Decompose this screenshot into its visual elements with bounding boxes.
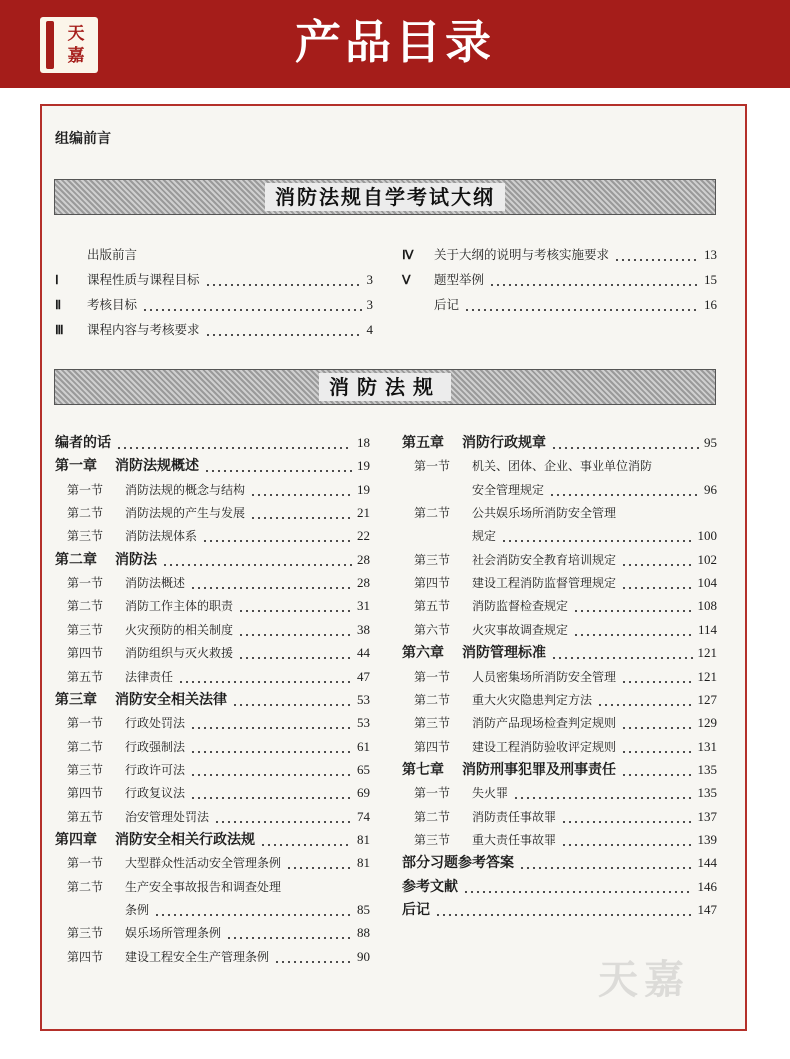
toc-entry [402,525,717,547]
toc-entry-title: 出版前言 [87,247,138,262]
toc-entry-number: 第一节 [67,482,104,497]
dot-leader [274,946,352,968]
dot-leader [501,525,692,547]
toc-entry-number: 第五节 [67,669,104,684]
toc-entry-page: 47 [357,668,370,684]
toc-entry-title: 行政许可法 [125,762,186,777]
toc-entry-number: 第四节 [67,646,104,661]
brand-watermark: 天嘉 [598,956,690,1003]
toc-entry-title: 娱乐场所管理条例 [125,926,222,941]
toc-entry [55,572,370,594]
toc-entry-page: 90 [357,948,370,964]
toc-entry [402,294,717,316]
toc-entry-title: 条例 [125,903,150,917]
toc-entry-title: 消防安全相关行政法规 [115,831,255,848]
toc-entry [402,479,717,501]
toc-entry-title: 消防刑事犯罪及刑事责任 [462,761,616,778]
toc-entry [402,642,717,664]
toc-entry [402,619,717,641]
toc-entry [55,319,373,341]
toc-entry-page: 81 [357,855,370,871]
toc-entry-title: 参考文献 [402,878,458,895]
toc-entry-title: 消防法规体系 [125,529,198,544]
dot-leader [621,502,712,524]
toc-entry-page: 81 [357,831,370,847]
toc-entry-page: 22 [357,528,370,544]
dot-leader [561,806,692,828]
toc-entry-number: 第一节 [67,856,104,871]
toc-entry-number: Ⅴ [402,273,411,287]
toc-entry-number: 第二节 [67,739,104,754]
toc-entry-number: 第一章 [55,458,97,475]
dot-leader [142,294,361,316]
toc-entry-page: 28 [357,575,370,591]
header-bar [0,0,790,88]
toc-entry-page: 13 [704,247,717,262]
dot-leader [250,479,352,501]
toc-entry [55,525,370,547]
toc-entry [55,759,370,781]
toc-entry-title: 消防安全相关法律 [115,691,227,708]
toc-entry-number: 第二节 [67,599,104,614]
toc-entry-title: 考核目标 [87,297,138,312]
dot-leader [204,455,352,477]
dot-leader [573,595,692,617]
dot-leader [250,502,352,524]
toc-entry-page: 69 [357,785,370,801]
toc-entry-page: 28 [357,551,370,567]
toc-entry [55,502,370,524]
toc-entry-title: 消防法规的概念与结构 [125,482,246,497]
toc-entry [402,666,717,688]
toc-entry-title: 后记 [434,297,460,312]
toc-entry [402,876,717,898]
dot-leader [573,619,693,641]
toc-entry [402,502,717,524]
dot-leader [463,876,693,898]
book-title: 消防法规 [319,373,451,401]
toc-entry-number: 第三节 [414,716,451,731]
toc-entry-number: 第二节 [414,506,451,521]
toc-entry-number: 第三章 [55,691,97,708]
toc-entry-title: 消防监督检查规定 [472,599,569,614]
toc-entry-page: 135 [697,761,717,777]
toc-entry-title: 消防组织与灭火救援 [125,646,234,661]
dot-leader [116,432,352,454]
dot-leader [464,294,699,316]
toc-entry [402,782,717,804]
toc-entry-title: 消防法概述 [125,576,186,591]
toc-entry [55,432,370,454]
toc-entry-number: 第四节 [67,949,104,964]
dot-leader [190,736,352,758]
logo-char-2: 嘉 [67,46,85,66]
dot-leader [226,922,352,944]
toc-entry-page: 38 [357,621,370,637]
toc-entry-page: 147 [697,902,717,917]
toc-entry-page: 102 [697,551,717,567]
toc-entry-title: 行政处罚法 [125,716,186,731]
dot-leader [614,244,699,266]
toc-entry-page: 21 [357,505,370,521]
toc-entry-title: 公共娱乐场所消防安全管理 [472,506,617,521]
toc-entry-number: 第二节 [67,879,104,894]
toc-entry-number: 第二章 [55,551,97,568]
dot-leader [214,806,352,828]
toc-entry-number: Ⅲ [55,323,64,337]
toc-entry-page: 31 [357,598,370,614]
toc-entry-title: 法律责任 [125,669,174,684]
outline-title: 消防法规自学考试大纲 [265,183,505,211]
toc-entry-page: 139 [697,831,717,847]
dot-leader [549,479,699,501]
dot-leader [551,432,699,454]
toc-entry-number: 第二节 [414,809,451,824]
toc-entry-number: 第一节 [67,716,104,731]
toc-entry-page: 114 [697,621,717,637]
toc-entry-title: 安全管理规定 [472,482,545,497]
toc-entry-number: 第四章 [55,831,97,848]
toc-entry-title: 消防法规概述 [115,458,199,475]
toc-entry-number: 第一节 [414,786,451,801]
toc-entry [402,806,717,828]
toc-entry-page: 65 [357,761,370,777]
toc-entry [402,689,717,711]
dot-leader [621,572,692,594]
toc-entry-number: 第四节 [414,576,451,591]
toc-entry-title: 生产安全事故报告和调查处理 [125,879,282,894]
toc-entry-title: 建设工程消防验收评定规则 [472,739,617,754]
dot-leader [597,689,692,711]
dot-leader [232,689,352,711]
toc-entry [55,455,370,477]
toc-entry-title: 人员密集场所消防安全管理 [472,669,617,684]
toc-entry-title: 规定 [472,529,497,544]
dot-leader [551,642,693,664]
toc-entry-title: 消防管理标准 [462,645,546,662]
toc-entry-page: 53 [357,715,370,731]
toc-entry-page: 53 [357,691,370,707]
toc-entry [55,736,370,758]
toc-entry-number: 第七章 [402,761,444,778]
dot-leader [162,549,352,571]
toc-entry-title: 消防法规的产生与发展 [125,506,246,521]
toc-entry [55,922,370,944]
dot-leader [621,666,692,688]
dot-leader [519,852,693,874]
toc-entry-title: 社会消防安全教育培训规定 [472,552,617,567]
toc-entry-number: Ⅰ [55,273,59,287]
toc-entry-page: 121 [697,668,717,684]
toc-entry-title: 火灾事故调查规定 [472,622,569,637]
toc-entry-title: 治安管理处罚法 [125,809,210,824]
toc-entry-title: 消防法 [115,551,157,568]
toc-entry-page: 96 [704,481,717,497]
toc-entry-number: Ⅳ [402,248,414,262]
dot-leader [561,829,692,851]
toc-entry [55,806,370,828]
dot-leader [205,319,362,341]
dot-leader [621,759,693,781]
toc-entry-number: 第五节 [414,599,451,614]
toc-entry [402,455,717,477]
toc-entry-number: 第二节 [414,692,451,707]
toc-entry-title: 建设工程消防监督管理规定 [472,576,617,591]
toc-entry-page: 74 [357,808,370,824]
toc-entry-page: 3 [366,297,373,312]
dot-leader [238,595,352,617]
toc-entry-page: 95 [704,435,717,450]
dot-leader [190,572,352,594]
toc-entry-page: 16 [704,297,717,312]
toc-entry-page: 129 [697,715,717,731]
toc-entry-title: 课程内容与考核要求 [87,322,200,337]
toc-entry [55,479,370,501]
dot-leader [238,619,352,641]
dot-leader [489,269,699,291]
toc-entry-title: 重大责任事故罪 [472,832,557,847]
toc-entry [402,269,717,291]
toc-entry-page: 18 [357,435,370,450]
dot-leader [142,244,368,266]
toc-entry [55,269,373,291]
toc-entry-number: 第五章 [402,435,444,451]
toc-entry [402,899,717,921]
toc-entry-title: 行政强制法 [125,739,186,754]
toc-entry-title: 建设工程安全生产管理条例 [125,949,270,964]
dot-leader [286,852,352,874]
toc-entry [55,899,370,921]
toc-entry-title: 大型群众性活动安全管理条例 [125,856,282,871]
toc-entry [402,244,717,266]
dot-leader [260,829,352,851]
toc-entry-number: 第一节 [414,669,451,684]
toc-entry-page: 104 [697,575,717,591]
dot-leader [190,712,352,734]
toc-entry-number: 第四节 [67,786,104,801]
toc-entry-page: 19 [357,481,370,497]
toc-entry-number: 第五节 [67,809,104,824]
dot-leader [621,736,692,758]
toc-entry-number: 第四节 [414,739,451,754]
toc-entry [402,736,717,758]
toc-entry [55,782,370,804]
dot-leader [202,525,352,547]
toc-entry [402,759,717,781]
toc-entry [55,829,370,851]
dot-leader [154,899,352,921]
toc-entry-page: 85 [357,902,370,917]
toc-entry-page: 88 [357,925,370,941]
toc-entry [402,712,717,734]
dot-leader [621,549,692,571]
toc-entry-title: 消防责任事故罪 [472,809,557,824]
toc-entry-page: 121 [697,645,717,661]
toc-entry-number: 第三节 [67,622,104,637]
dot-leader [205,269,362,291]
toc-entry-number: Ⅱ [55,298,62,312]
toc-entry-title: 部分习题参考答案 [402,855,514,872]
toc-entry-number: 第三节 [67,762,104,777]
outline-banner [54,179,716,215]
toc-entry-title: 关于大纲的说明与考核实施要求 [434,247,610,262]
toc-entry [55,549,370,571]
toc-entry [55,876,370,898]
toc-entry-title: 火灾预防的相关制度 [125,622,234,637]
toc-entry [402,829,717,851]
toc-entry-page: 144 [697,855,717,871]
toc-entry-page: 146 [697,878,717,894]
toc-entry-title: 消防工作主体的职责 [125,599,234,614]
toc-entry-title: 消防行政规章 [462,435,546,451]
toc-entry-page: 127 [697,691,717,707]
toc-entry-page: 19 [357,458,370,474]
toc-entry-title: 重大火灾隐患判定方法 [472,692,593,707]
toc-entry-page: 108 [697,598,717,614]
logo-char-1: 天 [67,24,85,44]
toc-entry-title: 题型举例 [434,272,485,287]
dot-leader [190,782,352,804]
toc-entry [55,666,370,688]
preface-heading: 组编前言 [55,131,111,147]
dot-leader [286,876,365,898]
toc-entry-number: 第一节 [414,459,451,474]
book-banner [54,369,716,405]
toc-entry [55,852,370,874]
toc-entry [55,244,373,266]
toc-entry [402,549,717,571]
toc-entry-page: 135 [697,785,717,801]
toc-entry [55,946,370,968]
toc-entry-title: 课程性质与课程目标 [87,272,200,287]
toc-entry-page: 61 [357,738,370,754]
toc-entry-title: 行政复议法 [125,786,186,801]
toc-entry-page: 137 [697,808,717,824]
toc-entry-title: 机关、团体、企业、事业单位消防 [472,459,653,474]
toc-entry-number: 第三节 [67,529,104,544]
toc-entry [402,572,717,594]
toc-entry-number: 第二节 [67,506,104,521]
toc-entry-number: 第六节 [414,622,451,637]
toc-entry-number: 第三节 [414,832,451,847]
dot-leader [178,666,352,688]
toc-entry-title: 消防产品现场检查判定规则 [472,716,617,731]
toc-entry-page: 44 [357,645,370,661]
toc-entry [55,642,370,664]
toc-entry-number: 第一节 [67,576,104,591]
toc-entry [55,619,370,641]
dot-leader [190,759,352,781]
toc-entry [402,595,717,617]
toc-entry [55,689,370,711]
toc-entry-page: 131 [697,738,717,754]
dot-leader [238,642,352,664]
toc-entry-page: 4 [366,322,373,337]
toc-entry-number: 第六章 [402,645,444,662]
dot-leader [435,899,693,921]
dot-leader [657,455,712,477]
toc-entry-number: 第三节 [414,552,451,567]
dot-leader [621,712,692,734]
toc-entry [55,712,370,734]
toc-entry-title: 后记 [402,902,430,918]
toc-entry-page: 15 [704,272,717,287]
toc-entry [402,852,717,874]
toc-entry-page: 100 [697,528,717,544]
page-title: 产品目录 [295,15,495,69]
toc-entry [55,595,370,617]
dot-leader [513,782,692,804]
toc-entry [55,294,373,316]
toc-entry-page: 3 [366,272,373,287]
toc-entry-number: 第三节 [67,926,104,941]
toc-entry-title: 编者的话 [55,435,111,451]
toc-entry [402,432,717,454]
toc-entry-title: 失火罪 [472,786,509,801]
